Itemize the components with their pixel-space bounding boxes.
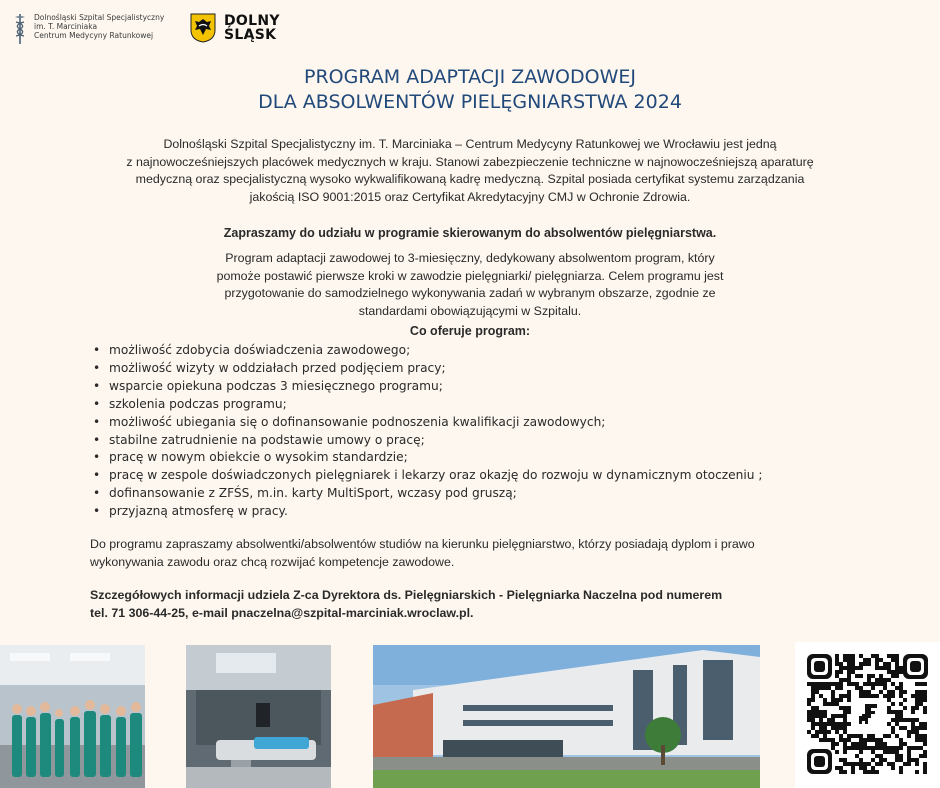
hospital-logo-line: Dolnośląski Szpital Specjalistyczny xyxy=(34,13,165,22)
program-description xyxy=(190,250,750,320)
hospital-logo-line: im. T. Marciniaka xyxy=(34,22,98,31)
contact-line: tel. 71 306-44-25, e-mail pnaczelna@szpital-marciniak.wroclaw.pl. xyxy=(90,606,474,620)
qr-code-icon xyxy=(795,642,940,788)
list-item: • pracę w zespole doświadczonych pielęgniarek i lekarzy oraz okazję do rozwoju w dynamicznym otoczeniu ; xyxy=(93,467,763,485)
title-line: PROGRAM ADAPTACJI ZAWODOWEJ xyxy=(304,66,636,88)
intro-paragraph xyxy=(95,136,845,206)
eligibility-paragraph xyxy=(90,536,840,571)
hospital-logo xyxy=(12,13,164,45)
program-line: standardami obowiązującymi w Szpitalu. xyxy=(358,303,582,318)
region-logo-line: ŚLĄSK xyxy=(224,27,277,43)
list-item: • przyjazną atmosferę w pracy. xyxy=(93,503,763,521)
eagle-shield-icon xyxy=(190,13,216,43)
list-item: • możliwość wizyty w oddziałach przed podjęciem pracy; xyxy=(93,360,763,378)
eligibility-line: wykonywania zawodu oraz chcą rozwijać kompetencje zawodowe. xyxy=(90,554,455,569)
list-item: • możliwość zdobycia doświadczenia zawodowego; xyxy=(93,342,763,360)
list-item: • szkolenia podczas programu; xyxy=(93,396,763,414)
intro-line: Dolnośląski Szpital Specjalistyczny im. T. Marciniaka – Centrum Medycyny Ratunkowej we Wrocławiu jest jedną xyxy=(163,137,777,151)
page-title xyxy=(0,65,940,115)
list-item: • możliwość ubiegania się o dofinansowanie podnoszenia kwalifikacji zawodowych; xyxy=(93,414,763,432)
list-item: • stabilne zatrudnienie na podstawie umowy o pracę; xyxy=(93,432,763,450)
invite-heading: Zapraszamy do udziału w programie skierowanym do absolwentów pielęgniarstwa. xyxy=(223,226,717,240)
contact-info xyxy=(90,586,870,622)
offers-list xyxy=(93,342,763,521)
program-line: Program adaptacji zawodowej to 3-miesięczny, dedykowany absolwentom program, który xyxy=(225,251,715,265)
photo-hospital-building xyxy=(373,645,760,788)
region-logo-line: DOLNY xyxy=(224,13,280,29)
program-line: przygotowanie do samodzielnego wykonywania zadań w wybranym obszarze, zgodnie ze xyxy=(224,286,716,301)
offers-heading: Co oferuje program: xyxy=(409,324,531,338)
hospital-logo-line: Centrum Medycyny Ratunkowej xyxy=(34,31,154,40)
dolny-slask-logo xyxy=(190,13,280,43)
qr-code[interactable] xyxy=(795,642,940,788)
intro-line: medyczną oraz specjalistyczną wysoko wykwalifikowaną kadrę medyczną. Szpital posiada certyfikat systemu zarządzania xyxy=(135,172,805,187)
list-item: • dofinansowanie z ZFŚS, m.in. karty MultiSport, wczasy pod gruszą; xyxy=(93,485,763,503)
contact-line: Szczegółowych informacji udziela Z-ca Dyrektora ds. Pielęgniarskich - Pielęgniarka Naczelna pod numerem xyxy=(90,588,723,602)
title-line: DLA ABSOLWENTÓW PIELĘGNIARSTWA 2024 xyxy=(258,91,682,113)
eligibility-line: Do programu zapraszamy absolwentki/absolwentów studiów na kierunku pielęgniarstwo, którzy posiadają dyplom i prawo xyxy=(90,537,755,551)
list-item: • pracę w nowym obiekcie o wysokim standardzie; xyxy=(93,449,763,467)
caduceus-icon xyxy=(12,13,28,45)
intro-line: jakością ISO 9001:2015 oraz Certyfikat Akredytacyjny CMJ w Ochronie Zdrowia. xyxy=(249,189,691,204)
program-line: pomoże postawić pierwsze kroki w zawodzie pielęgniarki/ pielęgniarza. Celem programu jest xyxy=(216,268,724,283)
photo-nurses-team xyxy=(0,645,145,788)
list-item: • wsparcie opiekuna podczas 3 miesięcznego programu; xyxy=(93,378,763,396)
intro-line: z najnowocześniejszych placówek medycznych w kraju. Stanowi zabezpieczenie techniczne w najnowocześniejszą aparaturę xyxy=(126,154,814,169)
photo-operating-room xyxy=(186,645,331,788)
